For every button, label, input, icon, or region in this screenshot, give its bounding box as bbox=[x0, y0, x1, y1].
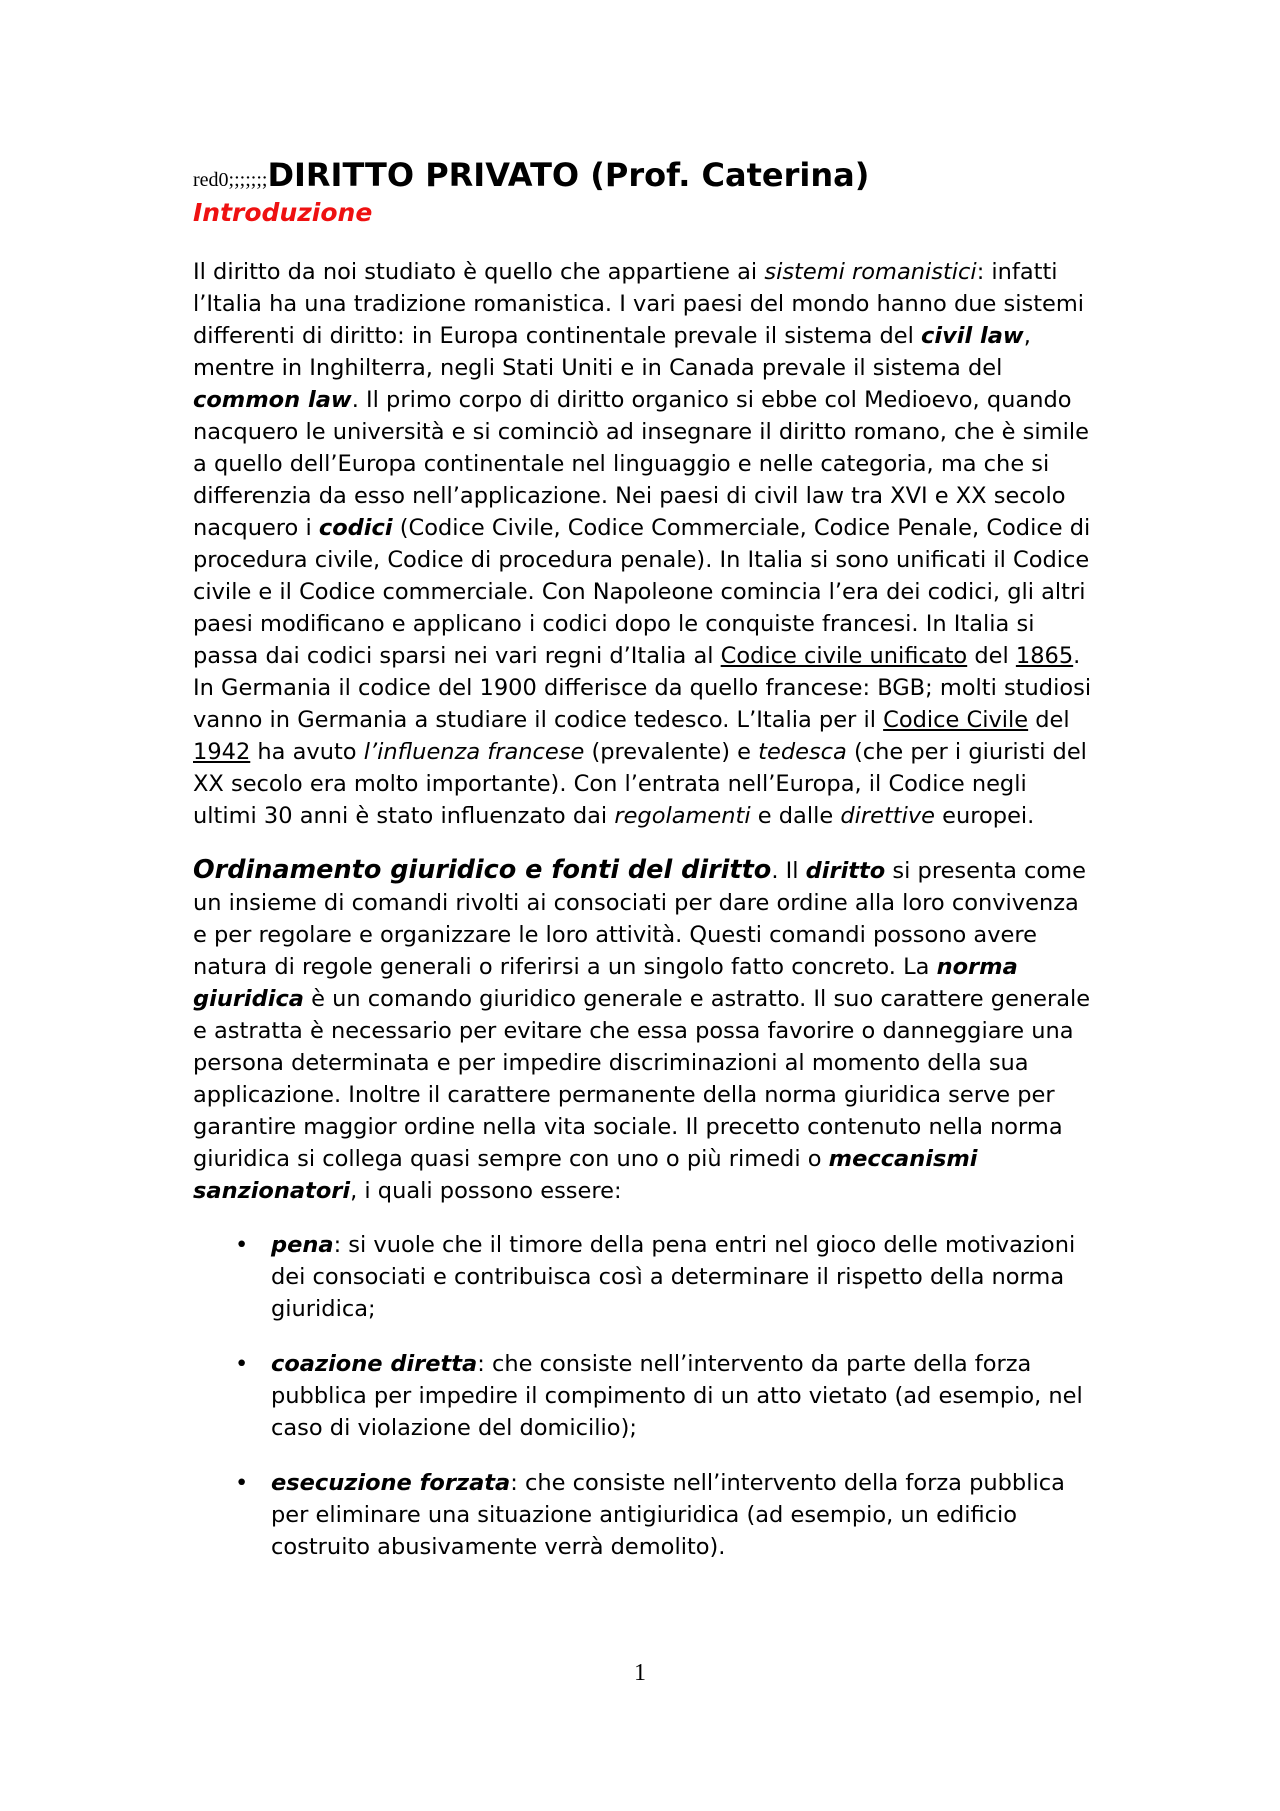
keyword: diritto bbox=[805, 858, 886, 884]
bullet-icon: • bbox=[235, 1351, 249, 1377]
text-run: . Il primo corpo di diritto organico si ebbe col Medioevo, quando nacquero le università e si cominciò ad insegnare il diritto romano, che è simile a quello dell’Europa continentale nel linguaggio e nelle categoria, ma che si differenzia da esso nell’applicazione. Nei paesi di civil law tra XVI e XX secolo nacquero i bbox=[193, 387, 1089, 541]
emphasis: direttive bbox=[840, 803, 936, 829]
list-item bbox=[193, 1467, 1093, 1563]
section-subtitle: Introduzione bbox=[193, 198, 373, 227]
emphasis: regolamenti bbox=[614, 803, 751, 829]
title-line bbox=[193, 156, 1093, 200]
text-run: : infatti l’Italia ha una tradizione romanistica. I vari paesi del mondo hanno due sistemi differenti di diritto: in Europa continentale prevale il sistema del bbox=[193, 259, 1085, 349]
text-run: si presenta come un insieme di comandi rivolti ai consociati per dare ordine alla loro convivenza e per regolare e organizzare le loro attività. Questi comandi possono avere natura di regole generali o riferirsi a un singolo fatto concreto. La bbox=[193, 858, 1086, 980]
underlined-year: 1942 bbox=[193, 739, 251, 765]
sanctions-list bbox=[193, 1229, 1093, 1563]
emphasis: sistemi romanistici bbox=[764, 259, 977, 285]
text-run: è un comando giuridico generale e astratto. Il suo carattere generale e astratta è necessario per evitare che essa possa favorire o danneggiare una persona determinata e per impedire discriminazioni al momento della sua applicazione. Inoltre il carattere permanente della norma giuridica serve per garantire maggior ordine nella vita sociale. Il precetto contenuto nella norma giuridica si collega quasi sempre con uno o più rimedi o bbox=[193, 986, 1091, 1172]
underlined-year: 1865 bbox=[1015, 643, 1074, 669]
rtf-prefix: red0;;;;;;; bbox=[193, 169, 268, 191]
list-item bbox=[193, 1348, 1093, 1444]
text-run: , mentre in Inghilterra, negli Stati Uniti e in Canada prevale il sistema del bbox=[193, 323, 1031, 381]
text-run: ha avuto bbox=[250, 739, 364, 765]
text-run: e dalle bbox=[750, 803, 841, 829]
text-run: (che per i giuristi del XX secolo era molto importante). Con l’entrata nell’Europa, il Codice negli ultimi 30 anni è stato influenzato dai bbox=[193, 739, 1087, 829]
intro-paragraph bbox=[193, 256, 1093, 832]
text-run: europei. bbox=[935, 803, 1035, 829]
ordinamento-paragraph bbox=[193, 854, 1093, 1207]
emphasis: l’influenza francese bbox=[363, 739, 585, 765]
underlined-text: Codice civile unificato bbox=[720, 643, 968, 669]
underlined-text: Codice Civile bbox=[883, 707, 1029, 733]
keyword: meccanismi sanzionatori bbox=[193, 1146, 978, 1204]
list-term: coazione diretta bbox=[271, 1351, 478, 1377]
bullet-icon: • bbox=[235, 1232, 249, 1258]
list-text: : che consiste nell’intervento da parte della forza pubblica per impedire il compimento di un atto vietato (ad esempio, nel caso di violazione del domicilio); bbox=[271, 1351, 1083, 1441]
page-number: 1 bbox=[634, 1660, 646, 1686]
text-run: (prevalente) e bbox=[584, 739, 759, 765]
text-run: , i quali possono essere: bbox=[350, 1178, 622, 1204]
text-run: . Il bbox=[771, 858, 806, 884]
page-content bbox=[193, 156, 1093, 1586]
keyword: codici bbox=[318, 515, 393, 541]
list-text: : si vuole che il timore della pena entri nel gioco delle motivazioni dei consociati e contribuisca così a determinare il rispetto della norma giuridica; bbox=[271, 1232, 1076, 1322]
keyword: civil law bbox=[921, 323, 1024, 349]
list-item bbox=[193, 1229, 1093, 1325]
emphasis: tedesca bbox=[758, 739, 847, 765]
keyword: norma giuridica bbox=[193, 954, 1018, 1012]
text-run: del bbox=[1028, 707, 1070, 733]
list-term: esecuzione forzata bbox=[271, 1470, 511, 1496]
document-title: DIRITTO PRIVATO (Prof. Caterina) bbox=[267, 156, 870, 194]
keyword: common law bbox=[193, 387, 352, 413]
text-run: del bbox=[967, 643, 1016, 669]
text-run: . In Germania il codice del 1900 differisce da quello francese: BGB; molti studiosi vanno in Germania a studiare il codice tedesco. L’Italia per il bbox=[193, 643, 1092, 733]
bullet-icon: • bbox=[235, 1470, 249, 1496]
list-text: : che consiste nell’intervento della forza pubblica per eliminare una situazione antigiuridica (ad esempio, un edificio costruito abusivamente verrà demolito). bbox=[271, 1470, 1065, 1560]
text-run: Il diritto da noi studiato è quello che appartiene ai bbox=[193, 259, 765, 285]
list-term: pena bbox=[271, 1232, 334, 1258]
section-heading: Ordinamento giuridico e fonti del diritto bbox=[193, 855, 772, 885]
text-run: (Codice Civile, Codice Commerciale, Codice Penale, Codice di procedura civile, Codice di procedura penale). In Italia si sono unificati il Codice civile e il Codice commerciale. Con Napoleone comincia l’era dei codici, gli altri paesi modificano e applicano i codici dopo le conquiste francesi. In Italia si passa dai codici sparsi nei vari regni d’Italia al bbox=[193, 515, 1091, 669]
